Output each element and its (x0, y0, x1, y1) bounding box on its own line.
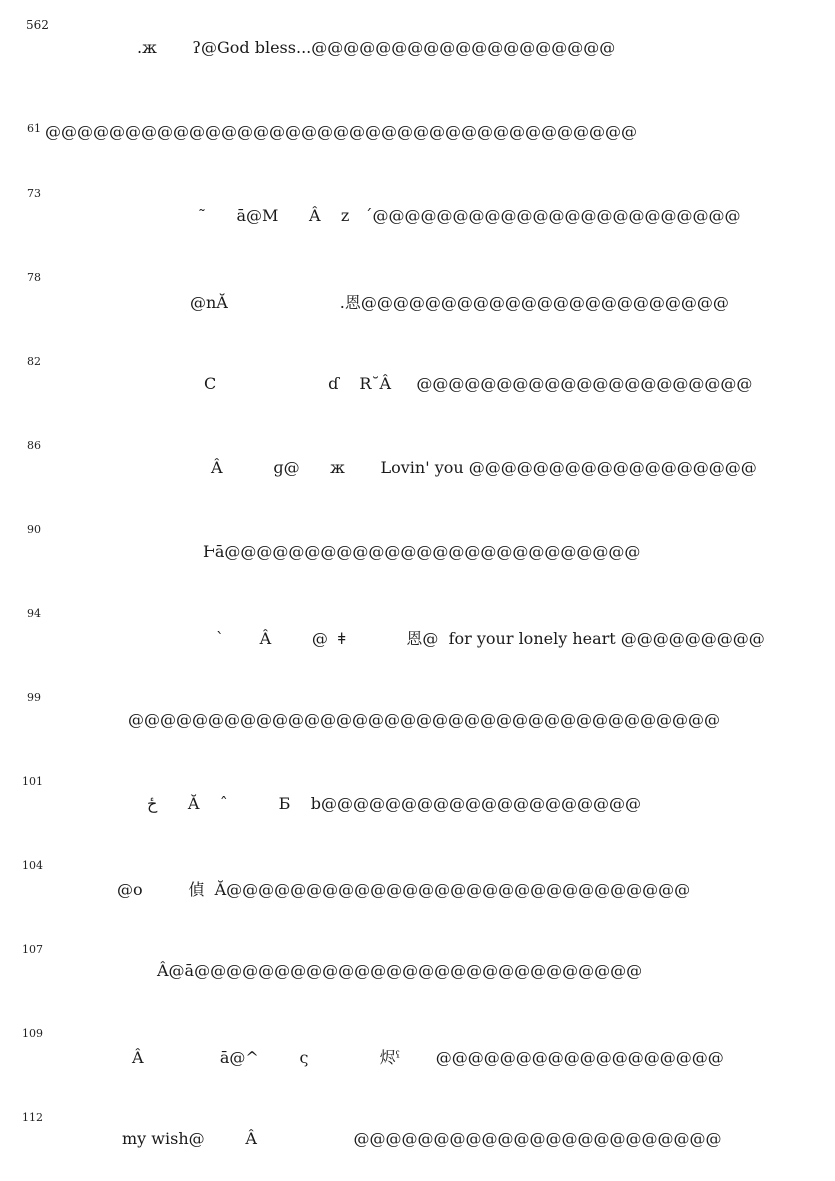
entry-text: ځ Ă ˆ Б b@@@@@@@@@@@@@@@@@@@@ (147, 794, 641, 813)
entry-number: 99 (27, 691, 41, 704)
entry-number: 82 (27, 355, 41, 368)
entry-text: Â@ā@@@@@@@@@@@@@@@@@@@@@@@@@@@@ (157, 961, 643, 980)
entry-number: 112 (22, 1111, 43, 1124)
entry-number: 78 (27, 271, 41, 284)
entry-text: Â ɡ@ ж Lovin' you @@@@@@@@@@@@@@@@@@ (211, 458, 757, 477)
entry-number: 94 (27, 607, 41, 620)
entry-number: 104 (22, 859, 43, 872)
entry-number: 109 (22, 1027, 43, 1040)
entry-text: Â ā@^ ς 烬ˤ @@@@@@@@@@@@@@@@@@ (132, 1048, 724, 1067)
entry-number: 101 (22, 775, 43, 788)
entry-number: 107 (22, 943, 43, 956)
entry-number: 61 (27, 122, 41, 135)
entry-number: 90 (27, 523, 41, 536)
entry-text: @nĂ .恩@@@@@@@@@@@@@@@@@@@@@@@ (190, 293, 729, 312)
entry-text: my wish@ Â @@@@@@@@@@@@@@@@@@@@@@@ (122, 1129, 722, 1148)
entry-text: C ɗ R˘Â @@@@@@@@@@@@@@@@@@@@@ (204, 374, 753, 393)
entry-text: ` Â @ ǂ 恩@ for your lonely heart @@@@@@@@@ (216, 629, 765, 648)
entry-text: @o 偵 Ă@@@@@@@@@@@@@@@@@@@@@@@@@@@@@ (117, 880, 691, 899)
entry-text: ˜ ā@M Â z ´@@@@@@@@@@@@@@@@@@@@@@@ (198, 206, 741, 225)
entry-number: 562 (26, 18, 49, 32)
entry-text: @@@@@@@@@@@@@@@@@@@@@@@@@@@@@@@@@@@@@ (128, 710, 720, 729)
entry-text: @@@@@@@@@@@@@@@@@@@@@@@@@@@@@@@@@@@@@ (45, 122, 637, 141)
entry-text: .ж ʔ@God bless...@@@@@@@@@@@@@@@@@@@ (137, 38, 616, 57)
entry-text: Ͱā@@@@@@@@@@@@@@@@@@@@@@@@@@ (203, 542, 641, 561)
entry-number: 73 (27, 187, 41, 200)
entry-number: 86 (27, 439, 41, 452)
